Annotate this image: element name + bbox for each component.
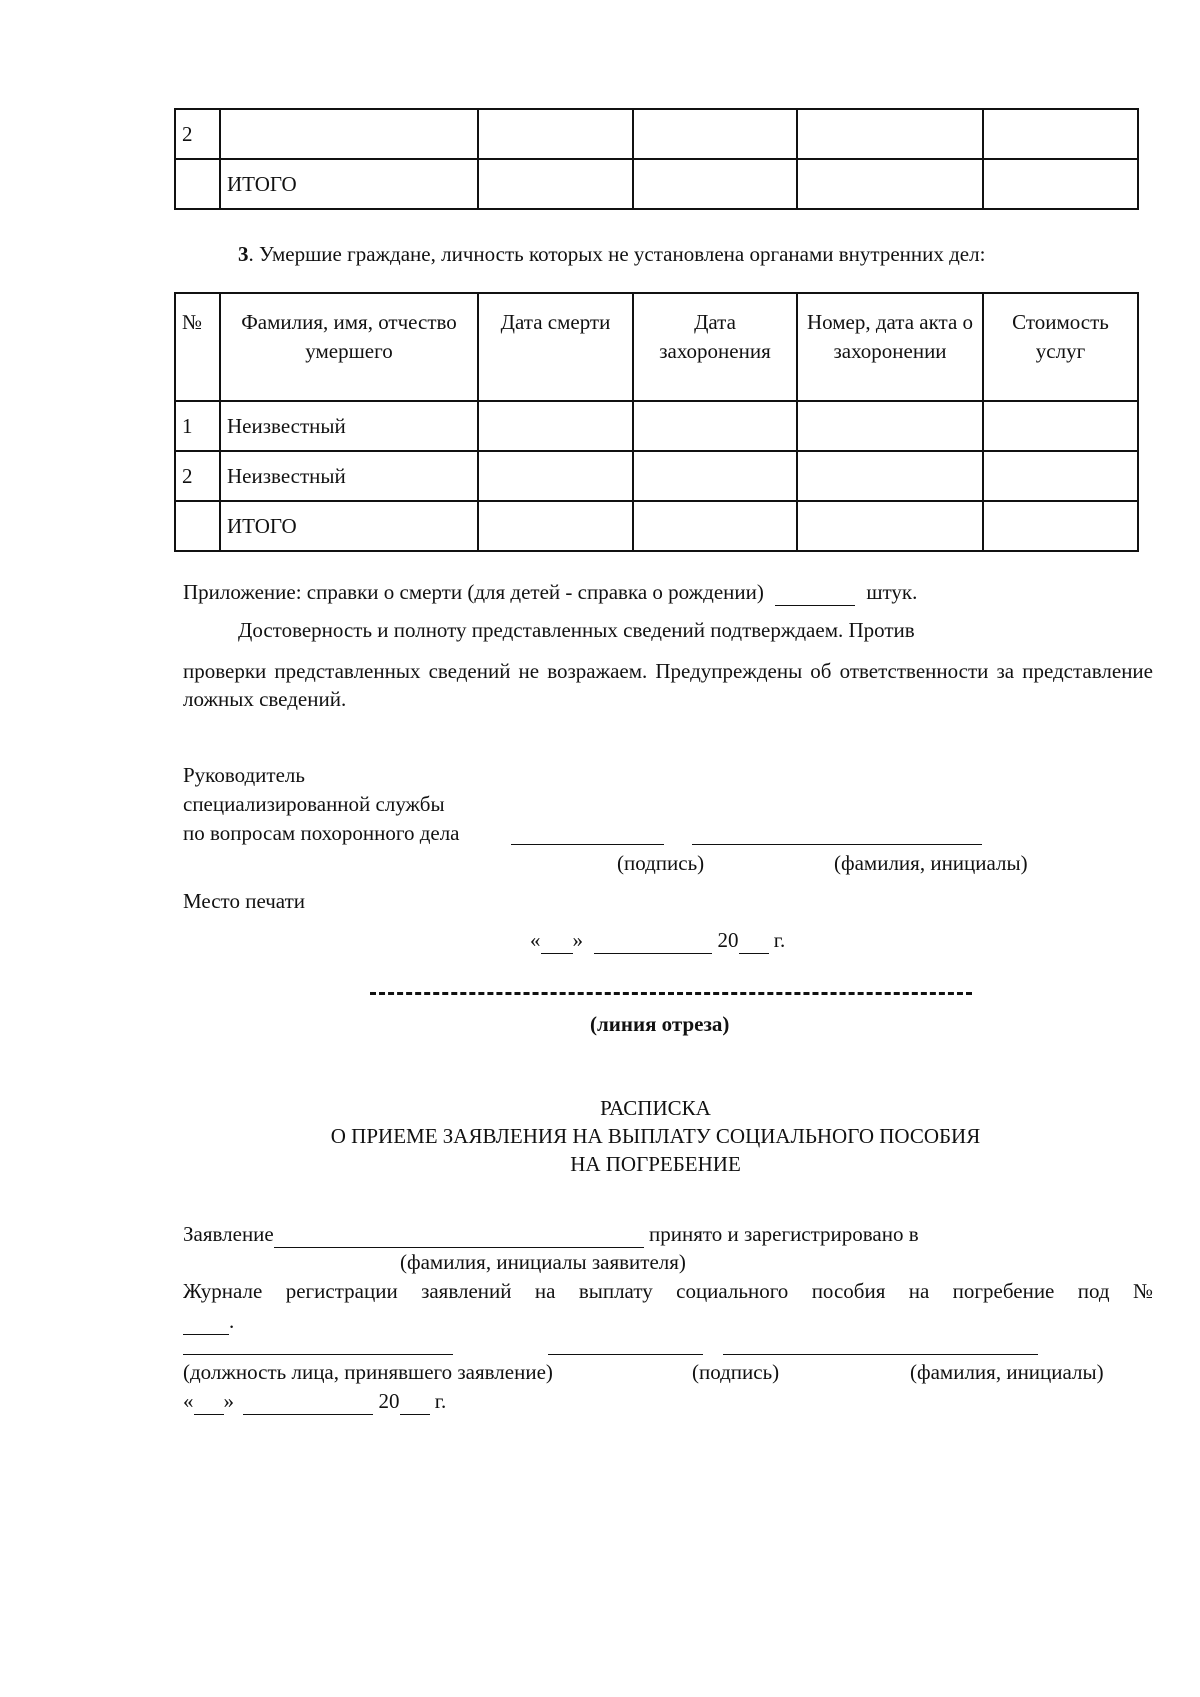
registration-number-field[interactable] (183, 1309, 229, 1335)
year-suffix: г. (773, 928, 786, 952)
date-line (530, 928, 785, 954)
cell-name: ИТОГО (220, 159, 478, 209)
cell-act (797, 109, 983, 159)
table-row (175, 451, 1138, 501)
cell-death-date (478, 401, 633, 451)
table-row (175, 109, 1138, 159)
cell-death-date (478, 159, 633, 209)
cell-act (797, 451, 983, 501)
date-close-quote: » (572, 928, 583, 952)
section-3-heading (238, 242, 985, 267)
cell-num: 2 (175, 451, 220, 501)
cell-num: 1 (175, 401, 220, 451)
date-close-quote: » (223, 1389, 234, 1413)
header-cost: Стоимость услуг (983, 293, 1138, 401)
cell-burial-date (633, 451, 797, 501)
cut-line-dashes (370, 992, 972, 995)
year-prefix: 20 (717, 928, 739, 952)
header-name: Фамилия, имя, отчество умершего (220, 293, 478, 401)
date-open-quote: « (183, 1389, 194, 1413)
cell-cost (983, 451, 1138, 501)
year-prefix: 20 (378, 1389, 400, 1413)
caption-position: (должность лица, принявшего заявление) (183, 1360, 553, 1384)
table-unidentified-deceased (174, 292, 1139, 552)
cell-burial-date (633, 501, 797, 551)
application-word: Заявление (183, 1222, 274, 1246)
receipt-signature-field[interactable] (548, 1354, 703, 1355)
receipt-caption-signature: (подпись) (692, 1360, 780, 1384)
receipt-name-field[interactable] (723, 1354, 1038, 1355)
role-line2: специализированной службы (183, 792, 445, 816)
cell-death-date (478, 451, 633, 501)
cell-cost (983, 501, 1138, 551)
cell-num (175, 159, 220, 209)
role-line1: Руководитель (183, 763, 305, 787)
cell-name (220, 109, 478, 159)
confirmation-line1: Достоверность и полноту представленных сведений подтверждаем. Против (238, 618, 915, 642)
attachment-line (183, 580, 917, 606)
header-act: Номер, дата акта о захоронении (797, 293, 983, 401)
header-num: № (175, 293, 220, 401)
receipt-date-line (183, 1389, 446, 1415)
caption-signature: (подпись) (617, 851, 705, 875)
section-number: 3 (238, 242, 249, 266)
cell-burial-date (633, 401, 797, 451)
cell-cost (983, 401, 1138, 451)
confirmation-line2: проверки представленных сведений не возражаем. Предупреждены об ответственности за представление ложных сведений. (183, 659, 1153, 711)
position-field[interactable] (183, 1354, 453, 1355)
cell-burial-date (633, 159, 797, 209)
journal-line: Журнале регистрации заявлений на выплату социального пособия на погребение под № (183, 1279, 1153, 1303)
applicant-name-field[interactable] (274, 1222, 644, 1248)
receipt-subtitle: О ПРИЕМЕ ЗАЯВЛЕНИЯ НА ВЫПЛАТУ СОЦИАЛЬНОГО ПОСОБИЯ (330, 1124, 981, 1148)
cell-name: ИТОГО (220, 501, 478, 551)
cell-cost (983, 159, 1138, 209)
year-suffix: г. (434, 1389, 447, 1413)
cell-num (175, 501, 220, 551)
name-field[interactable] (692, 844, 982, 845)
receipt-month-field[interactable] (243, 1389, 373, 1415)
signature-field[interactable] (511, 844, 664, 845)
stamp-place: Место печати (183, 889, 306, 913)
month-field[interactable] (594, 928, 712, 954)
cell-cost (983, 109, 1138, 159)
table-continuation (174, 108, 1139, 210)
period: . (229, 1309, 235, 1333)
cell-act (797, 501, 983, 551)
table-row (175, 401, 1138, 451)
role-line3: по вопросам похоронного дела (183, 821, 460, 845)
year-field[interactable] (739, 928, 769, 954)
cell-name: Неизвестный (220, 401, 478, 451)
table-row-total (175, 159, 1138, 209)
cell-death-date (478, 501, 633, 551)
registration-number-line (183, 1309, 234, 1335)
receipt-subtitle-2: НА ПОГРЕБЕНИЕ (570, 1152, 741, 1176)
cell-act (797, 401, 983, 451)
table-row-total (175, 501, 1138, 551)
attachment-count-field[interactable] (775, 580, 855, 606)
accepted-text: принято и зарегистрировано в (649, 1222, 919, 1246)
date-open-quote: « (530, 928, 541, 952)
header-death-date: Дата смерти (478, 293, 633, 401)
table-header-row (175, 293, 1138, 401)
cell-num: 2 (175, 109, 220, 159)
receipt-year-field[interactable] (400, 1389, 430, 1415)
receipt-title: РАСПИСКА (600, 1096, 711, 1120)
cut-line-label: (линия отреза) (590, 1012, 730, 1036)
section-heading-text: . Умершие граждане, личность которых не установлена органами внутренних дел: (248, 242, 986, 266)
cell-death-date (478, 109, 633, 159)
receipt-day-field[interactable] (194, 1389, 224, 1415)
applicant-caption: (фамилия, инициалы заявителя) (400, 1250, 686, 1274)
day-field[interactable] (541, 928, 573, 954)
attachment-text: Приложение: справки о смерти (для детей - справка о рождении) (183, 580, 764, 604)
attachment-unit: штук. (866, 580, 918, 604)
receipt-caption-name: (фамилия, инициалы) (910, 1360, 1104, 1384)
application-line (183, 1222, 919, 1248)
caption-name: (фамилия, инициалы) (834, 851, 1028, 875)
cell-act (797, 159, 983, 209)
cell-name: Неизвестный (220, 451, 478, 501)
header-burial-date: Дата захоронения (633, 293, 797, 401)
cell-burial-date (633, 109, 797, 159)
